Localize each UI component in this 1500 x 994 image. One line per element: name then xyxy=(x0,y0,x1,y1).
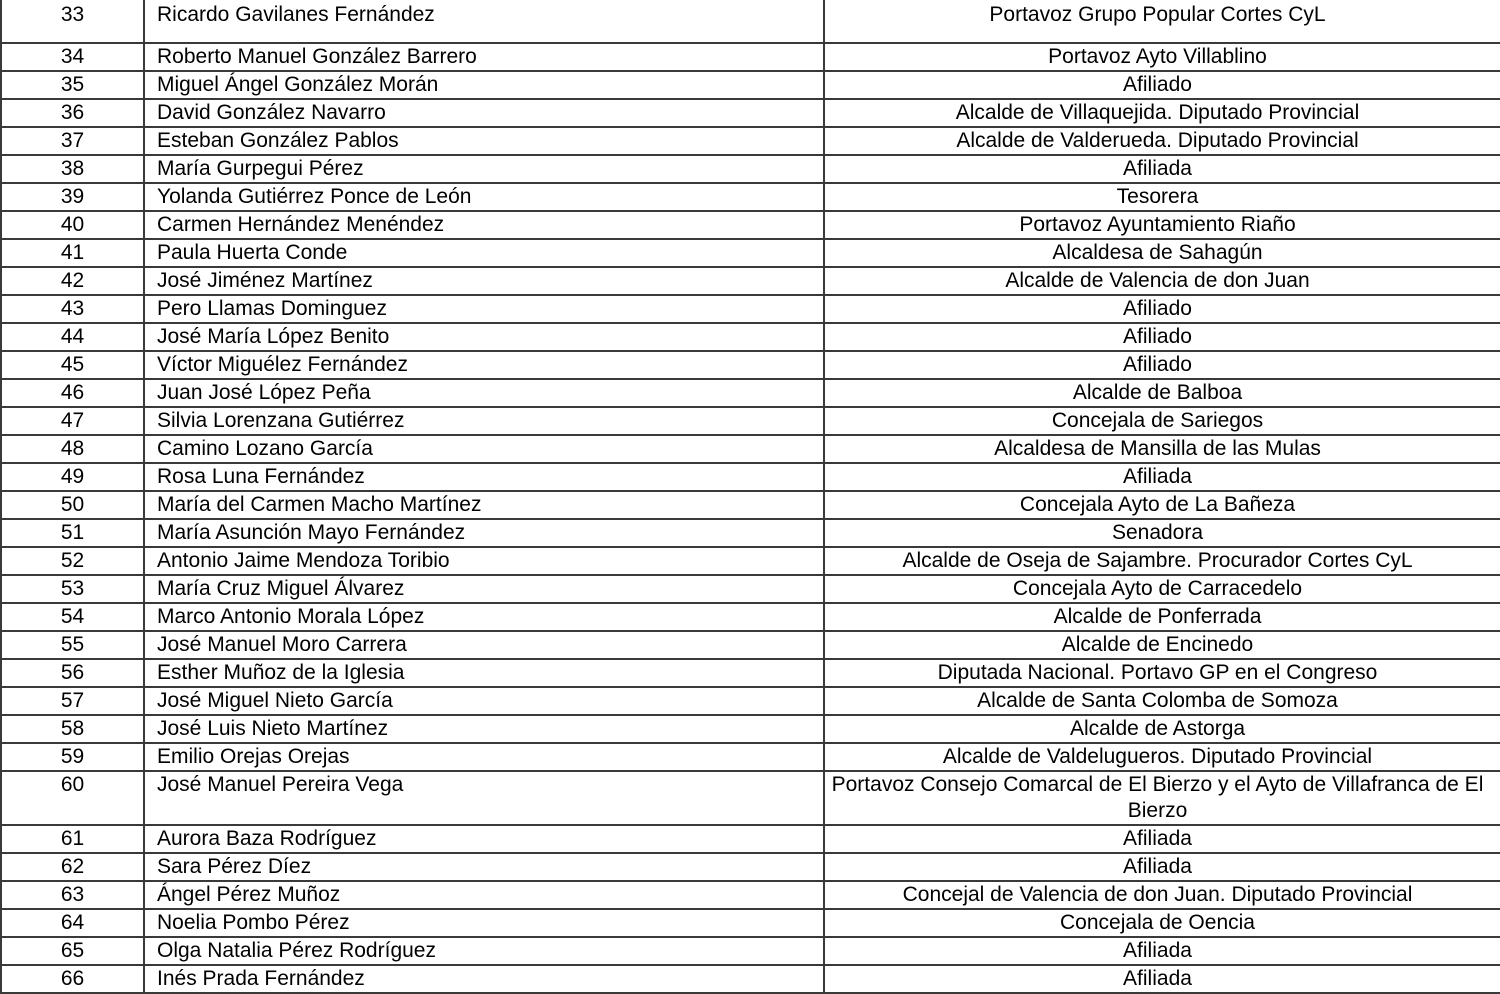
member-name-cell: José Manuel Moro Carrera xyxy=(144,631,824,659)
row-number-cell: 53 xyxy=(1,575,144,603)
member-role-cell: Alcalde de Balboa xyxy=(824,379,1500,407)
table-row xyxy=(1,267,1500,295)
table-row xyxy=(1,0,1500,43)
member-role-cell: Concejala Ayto de Carracedelo xyxy=(824,575,1500,603)
member-name-cell: Yolanda Gutiérrez Ponce de León xyxy=(144,183,824,211)
row-number-cell: 61 xyxy=(1,825,144,853)
member-role-cell: Concejala de Oencia xyxy=(824,909,1500,937)
member-role-cell: Afiliado xyxy=(824,323,1500,351)
row-number-cell: 49 xyxy=(1,463,144,491)
row-number-cell: 39 xyxy=(1,183,144,211)
member-role-cell: Afiliada xyxy=(824,853,1500,881)
members-table-body xyxy=(1,0,1500,993)
member-role-cell: Portavoz Grupo Popular Cortes CyL xyxy=(824,0,1500,43)
row-number-cell: 65 xyxy=(1,937,144,965)
row-number-cell: 51 xyxy=(1,519,144,547)
table-row xyxy=(1,825,1500,853)
member-name-cell: Olga Natalia Pérez Rodríguez xyxy=(144,937,824,965)
member-role-cell: Diputada Nacional. Portavo GP en el Congreso xyxy=(824,659,1500,687)
row-number-cell: 37 xyxy=(1,127,144,155)
member-name-cell: Carmen Hernández Menéndez xyxy=(144,211,824,239)
table-row xyxy=(1,853,1500,881)
member-name-cell: Ángel Pérez Muñoz xyxy=(144,881,824,909)
member-role-cell: Alcalde de Valencia de don Juan xyxy=(824,267,1500,295)
member-name-cell: Sara Pérez Díez xyxy=(144,853,824,881)
table-row xyxy=(1,99,1500,127)
table-row xyxy=(1,881,1500,909)
member-role-cell: Alcalde de Villaquejida. Diputado Provincial xyxy=(824,99,1500,127)
table-row xyxy=(1,965,1500,993)
table-row xyxy=(1,937,1500,965)
table-row xyxy=(1,687,1500,715)
row-number-cell: 58 xyxy=(1,715,144,743)
row-number-cell: 62 xyxy=(1,853,144,881)
member-role-cell: Alcaldesa de Mansilla de las Mulas xyxy=(824,435,1500,463)
member-role-cell: Alcalde de Encinedo xyxy=(824,631,1500,659)
table-row xyxy=(1,715,1500,743)
member-name-cell: Miguel Ángel González Morán xyxy=(144,71,824,99)
member-name-cell: María Cruz Miguel Álvarez xyxy=(144,575,824,603)
table-row xyxy=(1,909,1500,937)
row-number-cell: 54 xyxy=(1,603,144,631)
member-name-cell: María Gurpegui Pérez xyxy=(144,155,824,183)
member-role-cell: Afiliada xyxy=(824,937,1500,965)
table-row xyxy=(1,155,1500,183)
row-number-cell: 33 xyxy=(1,0,144,43)
row-number-cell: 55 xyxy=(1,631,144,659)
table-row xyxy=(1,407,1500,435)
table-row xyxy=(1,43,1500,71)
member-name-cell: Aurora Baza Rodríguez xyxy=(144,825,824,853)
member-role-cell: Afiliado xyxy=(824,351,1500,379)
member-role-cell: Senadora xyxy=(824,519,1500,547)
row-number-cell: 59 xyxy=(1,743,144,771)
row-number-cell: 63 xyxy=(1,881,144,909)
member-role-cell: Alcalde de Astorga xyxy=(824,715,1500,743)
member-role-cell: Afiliada xyxy=(824,825,1500,853)
row-number-cell: 50 xyxy=(1,491,144,519)
table-row xyxy=(1,351,1500,379)
member-name-cell: Víctor Miguélez Fernández xyxy=(144,351,824,379)
row-number-cell: 38 xyxy=(1,155,144,183)
table-row xyxy=(1,631,1500,659)
row-number-cell: 47 xyxy=(1,407,144,435)
row-number-cell: 40 xyxy=(1,211,144,239)
table-row xyxy=(1,771,1500,825)
member-name-cell: Emilio Orejas Orejas xyxy=(144,743,824,771)
member-name-cell: José Manuel Pereira Vega xyxy=(144,771,824,825)
member-role-cell: Alcalde de Valderueda. Diputado Provincial xyxy=(824,127,1500,155)
member-role-cell: Alcalde de Santa Colomba de Somoza xyxy=(824,687,1500,715)
member-role-cell: Concejala de Sariegos xyxy=(824,407,1500,435)
member-name-cell: María del Carmen Macho Martínez xyxy=(144,491,824,519)
row-number-cell: 36 xyxy=(1,99,144,127)
member-role-cell: Alcalde de Ponferrada xyxy=(824,603,1500,631)
member-name-cell: Juan José López Peña xyxy=(144,379,824,407)
table-row xyxy=(1,463,1500,491)
row-number-cell: 56 xyxy=(1,659,144,687)
table-row xyxy=(1,211,1500,239)
member-name-cell: José Jiménez Martínez xyxy=(144,267,824,295)
table-row xyxy=(1,295,1500,323)
table-row xyxy=(1,183,1500,211)
member-role-cell: Alcalde de Oseja de Sajambre. Procurador Cortes CyL xyxy=(824,547,1500,575)
table-row xyxy=(1,519,1500,547)
member-role-cell: Afiliada xyxy=(824,463,1500,491)
table-row xyxy=(1,659,1500,687)
member-name-cell: Silvia Lorenzana Gutiérrez xyxy=(144,407,824,435)
table-row xyxy=(1,491,1500,519)
member-name-cell: Pero Llamas Dominguez xyxy=(144,295,824,323)
member-name-cell: José María López Benito xyxy=(144,323,824,351)
member-role-cell: Alcaldesa de Sahagún xyxy=(824,239,1500,267)
member-name-cell: José Luis Nieto Martínez xyxy=(144,715,824,743)
table-row xyxy=(1,379,1500,407)
row-number-cell: 60 xyxy=(1,771,144,825)
member-name-cell: Marco Antonio Morala López xyxy=(144,603,824,631)
member-name-cell: David González Navarro xyxy=(144,99,824,127)
table-row xyxy=(1,71,1500,99)
member-name-cell: Inés Prada Fernández xyxy=(144,965,824,993)
member-name-cell: Antonio Jaime Mendoza Toribio xyxy=(144,547,824,575)
row-number-cell: 44 xyxy=(1,323,144,351)
table-row xyxy=(1,127,1500,155)
member-role-cell: Concejal de Valencia de don Juan. Diputado Provincial xyxy=(824,881,1500,909)
member-name-cell: Noelia Pombo Pérez xyxy=(144,909,824,937)
table-row xyxy=(1,603,1500,631)
member-role-cell: Alcalde de Valdelugueros. Diputado Provincial xyxy=(824,743,1500,771)
table-row xyxy=(1,743,1500,771)
member-name-cell: Esther Muñoz de la Iglesia xyxy=(144,659,824,687)
table-row xyxy=(1,323,1500,351)
member-role-cell: Afiliado xyxy=(824,71,1500,99)
row-number-cell: 66 xyxy=(1,965,144,993)
member-role-cell: Tesorera xyxy=(824,183,1500,211)
row-number-cell: 43 xyxy=(1,295,144,323)
member-role-cell: Afiliado xyxy=(824,295,1500,323)
member-name-cell: José Miguel Nieto García xyxy=(144,687,824,715)
row-number-cell: 42 xyxy=(1,267,144,295)
member-role-cell: Afiliada xyxy=(824,155,1500,183)
row-number-cell: 46 xyxy=(1,379,144,407)
row-number-cell: 41 xyxy=(1,239,144,267)
row-number-cell: 64 xyxy=(1,909,144,937)
row-number-cell: 34 xyxy=(1,43,144,71)
member-role-cell: Concejala Ayto de La Bañeza xyxy=(824,491,1500,519)
row-number-cell: 57 xyxy=(1,687,144,715)
member-role-cell: Afiliada xyxy=(824,965,1500,993)
member-role-cell: Portavoz Ayuntamiento Riaño xyxy=(824,211,1500,239)
member-name-cell: Camino Lozano García xyxy=(144,435,824,463)
row-number-cell: 35 xyxy=(1,71,144,99)
table-row xyxy=(1,547,1500,575)
row-number-cell: 52 xyxy=(1,547,144,575)
table-row xyxy=(1,575,1500,603)
row-number-cell: 45 xyxy=(1,351,144,379)
member-role-cell: Portavoz Consejo Comarcal de El Bierzo y el Ayto de Villafranca de El Bierzo xyxy=(824,771,1500,825)
member-name-cell: Paula Huerta Conde xyxy=(144,239,824,267)
member-name-cell: Esteban González Pablos xyxy=(144,127,824,155)
table-row xyxy=(1,239,1500,267)
member-name-cell: Roberto Manuel González Barrero xyxy=(144,43,824,71)
member-name-cell: Ricardo Gavilanes Fernández xyxy=(144,0,824,43)
member-name-cell: María Asunción Mayo Fernández xyxy=(144,519,824,547)
table-row xyxy=(1,435,1500,463)
row-number-cell: 48 xyxy=(1,435,144,463)
member-role-cell: Portavoz Ayto Villablino xyxy=(824,43,1500,71)
member-name-cell: Rosa Luna Fernández xyxy=(144,463,824,491)
